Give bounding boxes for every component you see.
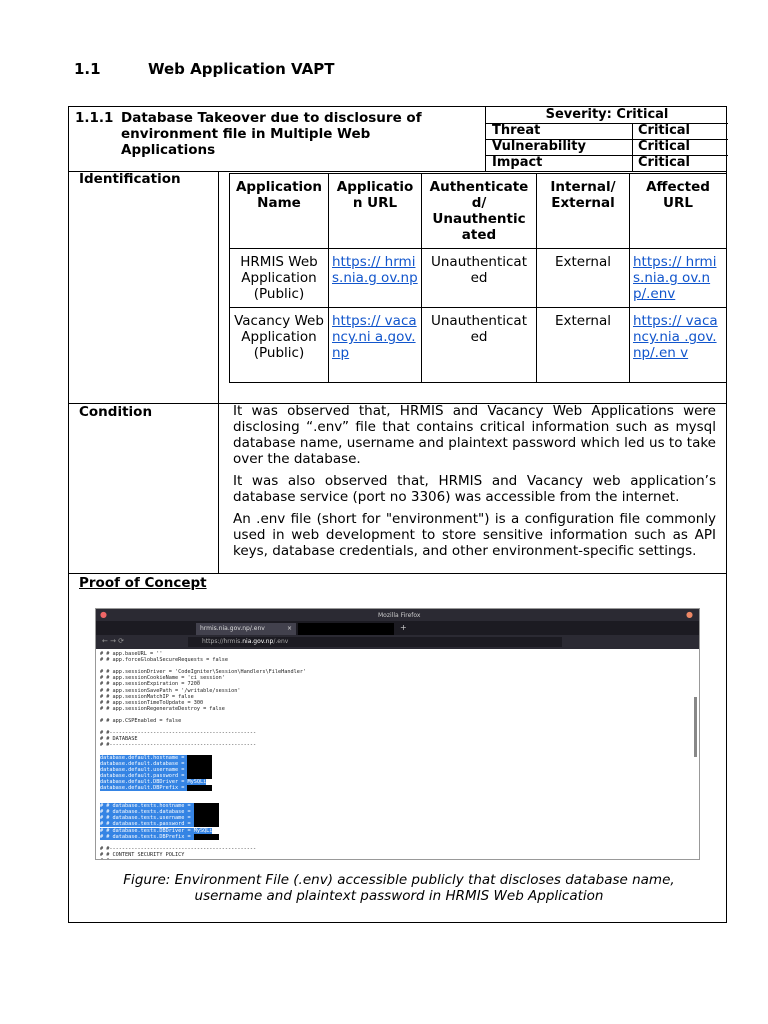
poc-label: Proof of Concept (79, 575, 207, 591)
section-heading (74, 60, 334, 78)
app-auth: Unauthenticat ed (422, 249, 537, 308)
rating-key: Threat (492, 123, 541, 138)
tab-title: hrmis.nia.gov.np/.env (200, 625, 265, 632)
code-line: # # app.sessionSavePath = '/writable/session' (100, 687, 241, 694)
url-prefix: https://hrmis. (202, 638, 243, 645)
app-url-link[interactable]: https:// vacancy.ni a.gov.np (329, 308, 422, 383)
browser-title: Mozilla Firefox (378, 612, 421, 619)
condition-text (233, 403, 716, 565)
finding-title (75, 110, 475, 158)
poc-screenshot (95, 608, 700, 860)
rating-value: Critical (632, 123, 729, 139)
identification-label: Identification (79, 171, 181, 187)
divider (218, 171, 219, 403)
scrollbar[interactable] (694, 697, 697, 757)
app-scope: External (537, 308, 630, 383)
code-line: # # app.sessionExpiration = 7200 (100, 681, 200, 688)
code-block (100, 840, 699, 860)
code-line: # # app.baseURL = '' (100, 651, 163, 657)
finding-body (68, 171, 727, 923)
firefox-icon: ● (686, 610, 693, 619)
table-row (230, 249, 727, 308)
app-name: HRMIS Web Application (Public) (230, 249, 329, 308)
code-line: # # app.sessionCookieName = 'ci_session' (100, 675, 225, 682)
app-url-link[interactable]: https:// hrmis.nia.g ov.np (329, 249, 422, 308)
code-line: database.default.username = (100, 767, 699, 773)
tab-close-icon: × (286, 625, 292, 632)
code-line: # # database.tests.username = (100, 815, 699, 821)
code-db-block (100, 755, 699, 792)
redacted-value (187, 767, 212, 773)
code-line: # # app.forceGlobalSecureRequests = false (100, 657, 229, 664)
code-block (100, 651, 699, 755)
code-line: # #----------------------------------------------- (100, 730, 257, 737)
app-name: Vacancy Web Application (Public) (230, 308, 329, 383)
redacted-value (194, 821, 219, 827)
redacted-value (194, 809, 219, 815)
rating-row-threat (486, 123, 728, 140)
severity-table (485, 107, 728, 172)
header-auth: Authenticate d/ Unauthentic ated (422, 174, 537, 249)
code-line: database.default.database = (100, 761, 699, 767)
code-line (100, 858, 699, 860)
browser-titlebar (96, 609, 699, 621)
nav-arrows-icon: ← → ⟳ (102, 637, 125, 645)
header-scope: Internal/ External (537, 174, 630, 249)
code-line: # # database.tests.password = (100, 821, 699, 827)
url-host: nia.gov.np (242, 638, 274, 645)
app-scope: External (537, 249, 630, 308)
code-line: # # app.sessionRegenerateDestroy = false (100, 705, 225, 712)
redacted-tab (298, 623, 394, 635)
code-line: # # CONTENT SECURITY POLICY (100, 851, 185, 858)
redacted-value (194, 815, 219, 821)
finding-title-line2: environment file in Multiple Web (121, 126, 371, 142)
figure-caption (89, 872, 709, 904)
code-line: database.default.hostname = (100, 755, 699, 761)
redacted-value (187, 773, 212, 779)
browser-tab (196, 623, 296, 635)
header-app-name: Application Name (230, 174, 329, 249)
code-line: # # app.sessionDriver = 'CodeIgniter\Session\Handlers\FileHandler' (100, 669, 307, 676)
redacted-value (194, 834, 219, 840)
code-line: # #----------------------------------------------- (100, 742, 257, 749)
applications-header-row (230, 174, 727, 249)
redacted-value (187, 755, 212, 761)
new-tab-icon: + (400, 623, 407, 632)
redacted-value (187, 761, 212, 767)
rating-key: Impact (492, 155, 543, 170)
code-line: # # database.tests.hostname = (100, 803, 699, 809)
finding-number: 1.1.1 (75, 110, 114, 126)
browser-tabbar (96, 621, 699, 635)
code-line: # # app.sessionMatchIP = false (100, 693, 194, 700)
code-line: # #----------------------------------------------- (100, 845, 257, 852)
section-number: 1.1 (74, 60, 101, 78)
finding-header (68, 106, 727, 172)
url-suffix: /.env (273, 638, 289, 645)
affected-url-link[interactable]: https:// vacancy.nia .gov.np/.en v (630, 308, 727, 383)
code-line: # # database.tests.database = (100, 809, 699, 815)
rating-value: Critical (632, 139, 729, 155)
condition-label: Condition (79, 404, 153, 420)
severity-label: Severity: Critical (486, 107, 728, 124)
code-line: # # database.tests.DBPrefix = (100, 834, 699, 840)
table-row (230, 308, 727, 383)
rating-row-impact (486, 155, 728, 171)
caption-line1: Figure: Environment File (.env) accessible publicly that discloses database name, (123, 872, 675, 888)
rating-row-vulnerability (486, 139, 728, 156)
env-file-contents (96, 649, 699, 860)
applications-table (229, 173, 727, 383)
close-icon: ● (100, 610, 107, 619)
caption-line2: username and plaintext password in HRMIS Web Application (194, 888, 604, 904)
affected-url-link[interactable]: https:// hrmis.nia.g ov.np/.env (630, 249, 727, 308)
section-title: Web Application VAPT (148, 60, 335, 78)
rating-value: Critical (632, 155, 729, 171)
finding-title-line3: Applications (121, 142, 216, 158)
condition-paragraph: An .env file (short for "environment") is a configuration file commonly used in web development to store sensitive information such as API keys, database credentials, and other environment-specific settings. (233, 511, 716, 559)
condition-paragraph: It was also observed that, HRMIS and Vacancy web application’s database service (port no 3306) was accessible from the internet. (233, 473, 716, 505)
code-test-block (100, 803, 699, 840)
url-bar (188, 637, 562, 647)
condition-paragraph: It was observed that, HRMIS and Vacancy Web Applications were disclosing “.env” file that contains critical information such as mysql database name, username and plaintext password which led us to take over the database. (233, 403, 716, 467)
redacted-value (187, 785, 212, 791)
app-auth: Unauthenticat ed (422, 308, 537, 383)
rating-key: Vulnerability (492, 139, 586, 154)
code-line: database.default.DBDriver = MySQLi (100, 778, 207, 785)
code-line: # # app.CSPEnabled = false (100, 718, 182, 725)
redacted-value (194, 803, 219, 809)
code-line: # # DATABASE (100, 736, 138, 743)
divider (218, 403, 219, 573)
code-line: database.default.DBPrefix = (100, 785, 699, 791)
browser-urlbar-row (96, 635, 699, 649)
finding-title-line1: Database Takeover due to disclosure of (121, 110, 422, 126)
code-line: # # app.sessionTimeToUpdate = 300 (100, 699, 204, 706)
header-app-url: Applicatio n URL (329, 174, 422, 249)
code-line: # # database.tests.DBDriver = MySQLi (100, 827, 213, 834)
code-line: database.default.password = (100, 773, 699, 779)
header-affected-url: Affected URL (630, 174, 727, 249)
divider (69, 573, 726, 574)
